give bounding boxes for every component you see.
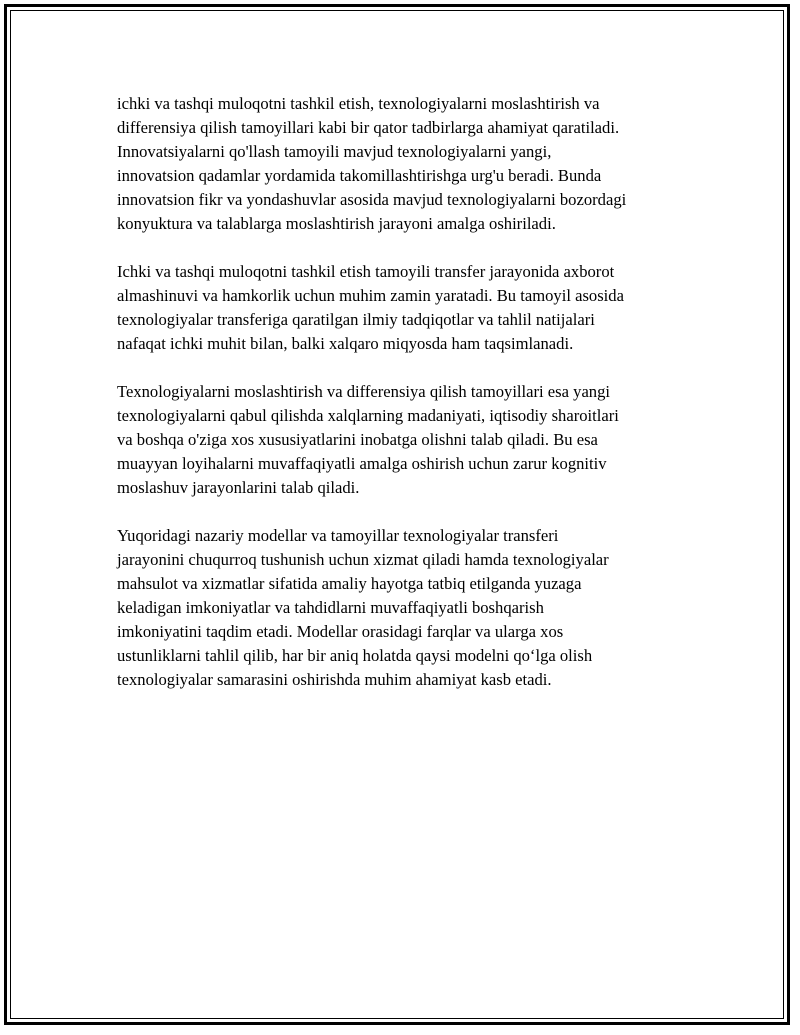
paragraph-4: Yuqoridagi nazariy modellar va tamoyillar texnologiyalar transferi jarayonini chuqurroq tushunish uchun xizmat qiladi hamda texnologiyalar mahsulot va xizmatlar sifatida amaliy hayotga tatbiq etilganda yuzaga keladigan imkoniyatlar va tahdidlarni muvaffaqiyatli boshqarish imkoniyatini taqdim etadi. Modellar orasidagi farqlar va ularga xos ustunliklarni tahlil qilib, har bir aniq holatda qaysi modelni qo‘lga olish texnologiyalar samarasini oshirishda muhim ahamiyat kasb etadi. <box>117 526 609 689</box>
paragraph-1: ichki va tashqi muloqotni tashkil etish, texnologiyalarni moslashtirish va differensiya qilish tamoyillari kabi bir qator tadbirlarga ahamiyat qaratiladi. Innovatsiyalarni qo'llash tamoyili mavjud texnologiyalarni yangi, innovatsion qadamlar yordamida takomillashtirishga urg'u beradi. Bunda innovatsion fikr va yondashuvlar asosida mavjud texnologiyalarni bozordagi konyuktura va talablarga moslashtirish jarayoni amalga oshiriladi. <box>117 94 627 233</box>
document-body <box>117 92 687 716</box>
paragraph-2: Ichki va tashqi muloqotni tashkil etish tamoyili transfer jarayonida axborot almashinuvi va hamkorlik uchun muhim zamin yaratadi. Bu tamoyil asosida texnologiyalar transferiga qaratilgan ilmiy tadqiqotlar va tahlil natijalari nafaqat ichki muhit bilan, balki xalqaro miqyosda ham taqsimlanadi. <box>117 262 624 353</box>
paragraph-3: Texnologiyalarni moslashtirish va differensiya qilish tamoyillari esa yangi texnologiyalarni qabul qilishda xalqlarning madaniyati, iqtisodiy sharoitlari va boshqa o'ziga xos xususiyatlarini inobatga olishni talab qiladi. Bu esa muayyan loyihalarni muvaffaqiyatli amalga oshirish uchun zarur kognitiv moslashuv jarayonlarini talab qiladi. <box>117 382 619 497</box>
